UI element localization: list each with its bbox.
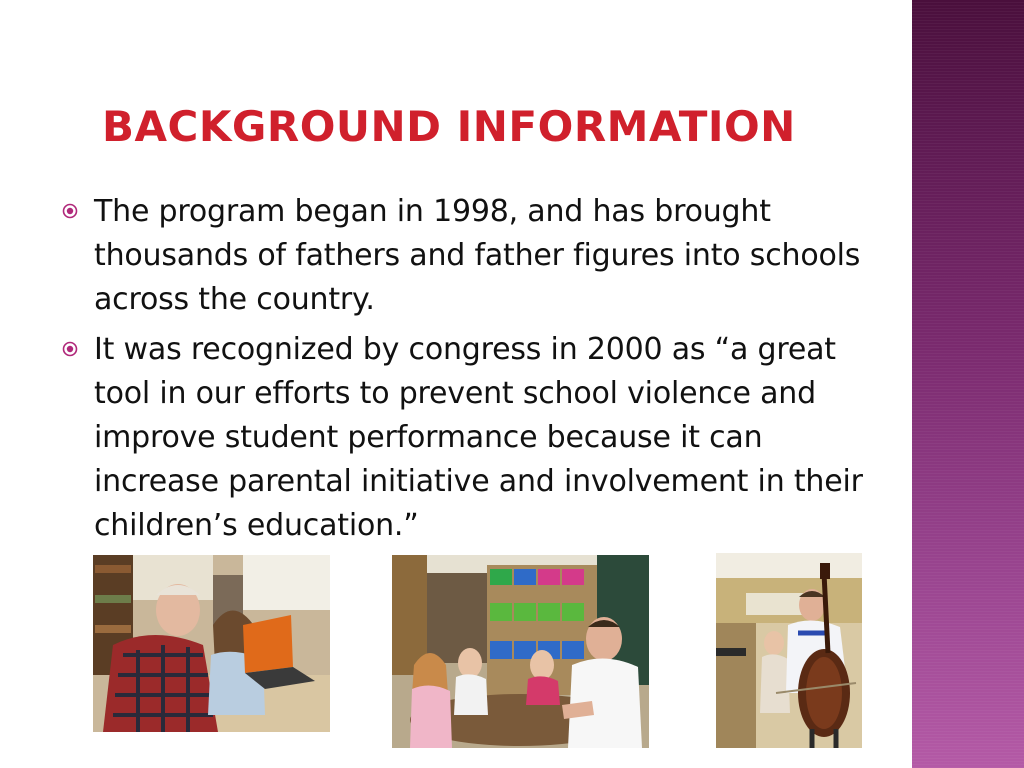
bullet-text: The program began in 1998, and has brought thousands of fathers and father figures into schools across the country. <box>94 194 861 317</box>
decorative-side-bar <box>912 0 1024 768</box>
bullet-list <box>62 190 882 554</box>
circled-dot-icon <box>62 341 78 357</box>
photo-man-with-cello <box>716 553 862 748</box>
list-item <box>62 190 882 322</box>
slide-title: BACKGROUND INFORMATION <box>102 102 796 151</box>
circled-dot-icon <box>62 203 78 219</box>
list-item <box>62 328 882 548</box>
photo-father-and-girl-at-laptop <box>93 555 330 732</box>
bullet-text: It was recognized by congress in 2000 as “a great tool in our efforts to prevent school violence and improve student performance because it can increase parental initiative and involvement in their children’s education.” <box>94 332 863 543</box>
photo-classroom-table <box>392 555 649 748</box>
